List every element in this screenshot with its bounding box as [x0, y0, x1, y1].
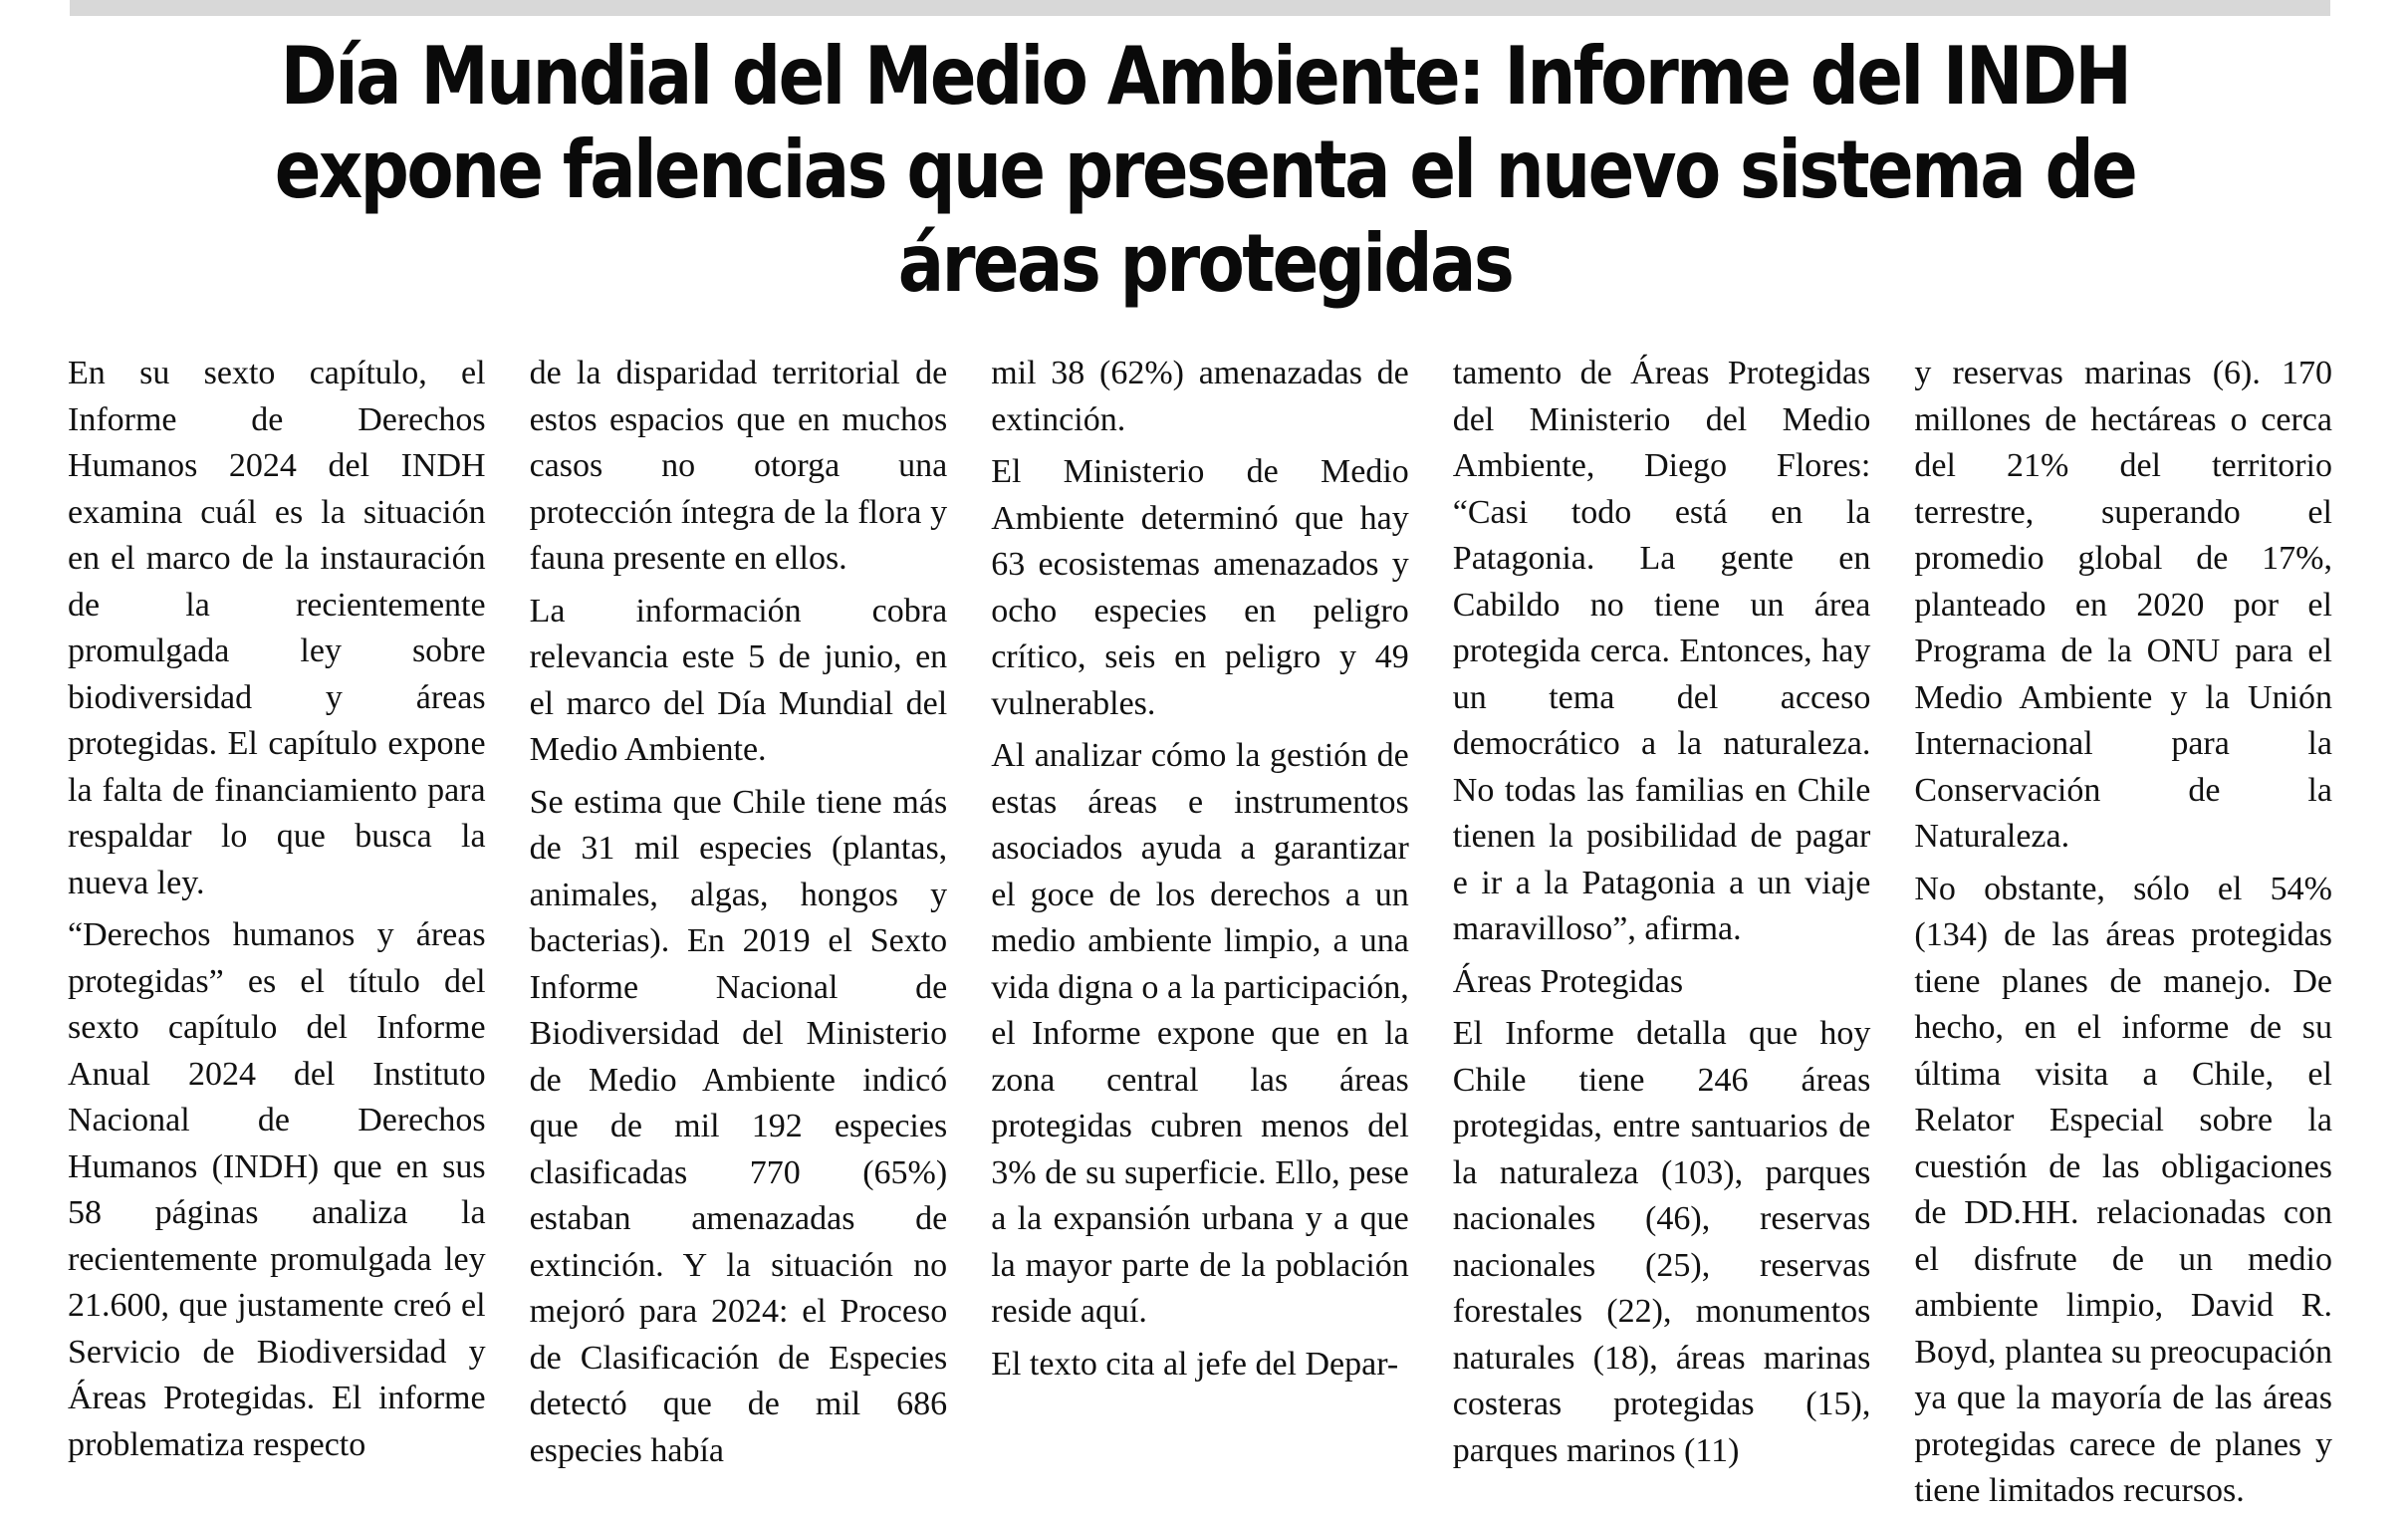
column-3	[991, 351, 1409, 1396]
column-1	[68, 351, 486, 1463]
column-4	[1452, 351, 1871, 1469]
paragraph: Se estima que Chile tiene más de 31 mil especies (plantas, animales, algas, hongos y bacterias). En 2019 el Sexto Informe Nacional de Biodiversidad del Ministerio de Medio Ambiente indicó que de mil 192 especies clasificadas 770 (65%) estaban amenazadas de extinción. Y la situación no mejoró para 2024: el Proceso de Clasificación de Especies detectó que de mil 686 especies había	[529, 783, 948, 1469]
paragraph: El texto cita al jefe del Depar-	[991, 1345, 1399, 1383]
paragraph: mil 38 (62%) amenazadas de extinción.	[991, 355, 1409, 438]
paragraph: “Derechos humanos y áreas protegidas” es el título del sexto capítulo del Informe Anual 2024 del Instituto Nacional de Derechos Humanos (INDH) que en sus 58 páginas analiza la recientemente promulgada ley 21.600, que justamente creó el Servicio de Biodiversidad y Áreas Protegidas. El informe problematiza respecto	[68, 916, 486, 1463]
headline: Día Mundial del Medio Ambiente: Informe del INDH expone falencias que presenta el nuevo sistema de áreas protegidas	[274, 30, 2136, 310]
paragraph: El Informe detalla que hoy Chile tiene 246 áreas protegidas, entre santuarios de la naturaleza (103), parques nacionales (46), reservas nacionales (25), reservas forestales (22), monumentos naturales (18), áreas marinas costeras protegidas (15), parques marinos (11)	[1452, 1015, 1871, 1469]
top-rule	[70, 0, 2330, 16]
paragraph: En su sexto capítulo, el Informe de Derechos Humanos 2024 del INDH examina cuál es la situación en el marco de la instauración de la recientemente promulgada ley sobre biodiversidad y áreas protegidas. El capítulo expone la falta de financiamiento para respaldar lo que busca la nueva ley.	[68, 355, 486, 901]
paragraph: Al analizar cómo la gestión de estas áreas e instrumentos asociados ayuda a garantizar el goce de los derechos a un medio ambiente limpio, a una vida digna o a la participación, el Informe expone que en la zona central las áreas protegidas cubren menos del 3% de su superficie. Ello, pese a la expansión urbana y a que la mayor parte de la población reside aquí.	[991, 737, 1409, 1330]
article-body	[68, 351, 2332, 1509]
column-2	[529, 351, 948, 1469]
paragraph: de la disparidad territorial de estos espacios que en muchos casos no otorga una protección íntegra de la flora y fauna presente en ellos.	[529, 355, 948, 577]
paragraph: No obstante, sólo el 54% (134) de las áreas protegidas tiene planes de manejo. De hecho, en el informe de su última visita a Chile, el Relator Especial sobre la cuestión de las obligaciones de DD.HH. relacionadas con el disfrute de un medio ambiente limpio, David R. Boyd, plantea su preocupación ya que la mayoría de las áreas protegidas carece de planes y tiene limitados recursos.	[1914, 870, 2332, 1509]
paragraph: La información cobra relevancia este 5 de junio, en el marco del Día Mundial del Medio Ambiente.	[529, 592, 948, 768]
column-5	[1914, 351, 2332, 1509]
paragraph: El Ministerio de Medio Ambiente determinó que hay 63 ecosistemas amenazados y ocho especies en peligro crítico, seis en peligro y 49 vulnerables.	[991, 453, 1409, 722]
paragraph: tamento de Áreas Protegidas del Ministerio del Medio Ambiente, Diego Flores: “Casi todo está en la Patagonia. La gente en Cabildo no tiene un área protegida cerca. Entonces, hay un tema del acceso democrático a la naturaleza. No todas las familias en Chile tienen la posibilidad de pagar e ir a la Patagonia a un viaje maravilloso”, afirma.	[1452, 355, 1871, 947]
section-subheading: Áreas Protegidas	[1452, 962, 1684, 1000]
paragraph: y reservas marinas (6). 170 millones de hectáreas o cerca del 21% del territorio terrestre, superando el promedio global de 17%, planteado en 2020 por el Programa de la ONU para el Medio Ambiente y la Unión Internacional para la Conservación de la Naturaleza.	[1914, 355, 2332, 855]
